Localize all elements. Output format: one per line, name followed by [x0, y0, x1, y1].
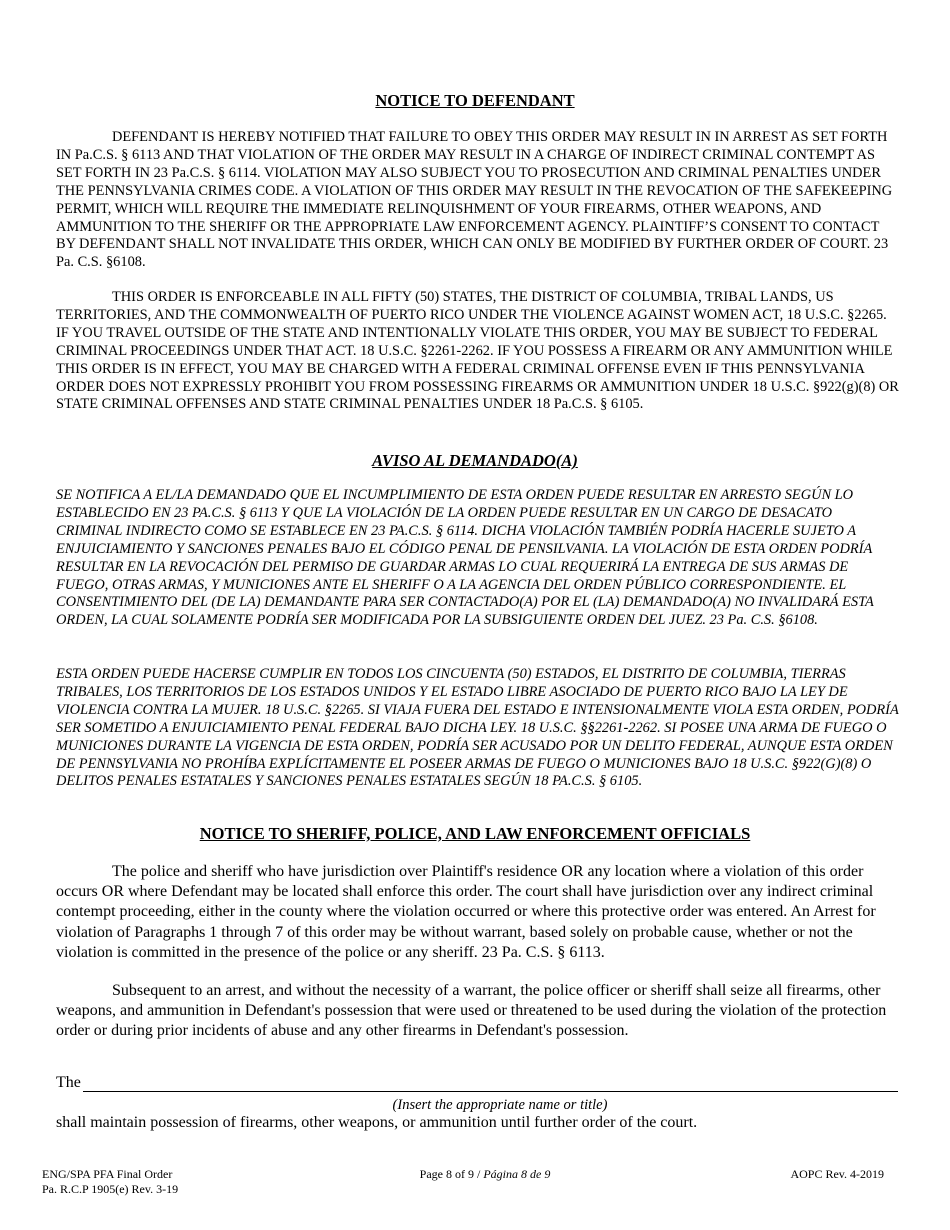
notice-to-officials-heading: NOTICE TO SHERIFF, POLICE, AND LAW ENFORCEMENT OFFICIALS	[199, 824, 751, 843]
notice-to-officials-paragraph-2: Subsequent to an arrest, and without the necessity of a warrant, the police officer or sheriff shall seize all firearms, other weapons, and ammunition in Defendant's possession that were used or threatened to be used during the violation of the protection order or during prior incidents of abuse and any other firearms in Defendant's possession.	[56, 982, 887, 1040]
footer-rule-ref: Pa. R.C.P 1905(e) Rev. 3-19	[42, 1182, 179, 1196]
footer-page-spanish: Página 8 de 9	[483, 1167, 551, 1181]
footer-page-english: Page 8 of 9 /	[419, 1167, 484, 1181]
notice-to-defendant-paragraph-1: DEFENDANT IS HEREBY NOTIFIED THAT FAILURE TO OBEY THIS ORDER MAY RESULT IN IN ARREST AS SET FORTH IN Pa.C.S. § 6113 AND THAT VIOLATION OF THE ORDER MAY RESULT IN A CHARGE OF INDIRECT CRIMINAL CONTEMPT AS SET FORTH IN 23 Pa.C.S. § 6114. VIOLATION MAY ALSO SUBJECT YOU TO PROSECUTION AND CRIMINAL PENALTIES UNDER THE PENNSYLVANIA CRIMES CODE. A VIOLATION OF THIS ORDER MAY RESULT IN THE REVOCATION OF THE SAFEKEEPING PERMIT, WHICH WILL REQUIRE THE IMMEDIATE RELINQUISHMENT OF YOUR FIREARMS, OTHER WEAPONS, AND AMMUNITION TO THE SHERIFF OR THE APPROPRIATE LAW ENFORCEMENT AGENCY. PLAINTIFF’S CONSENT TO CONTACT BY DEFENDANT SHALL NOT INVALIDATE THIS ORDER, WHICH CAN ONLY BE MODIFIED BY FURTHER ORDER OF COURT. 23 Pa. C.S. §6108.	[56, 129, 893, 271]
signature-prefix: The	[56, 1074, 81, 1091]
footer-revision: AOPC Rev. 4-2019	[790, 1167, 884, 1181]
notice-to-officials-paragraph-1: The police and sheriff who have jurisdiction over Plaintiff's residence OR any location where a violation of this order occurs OR where Defendant may be located shall enforce this order. The court shall have jurisdiction over any indirect criminal contempt proceeding, either in the county where the violation occurred or where this protective order was entered. An Arrest for violation of Paragraphs 1 through 7 of this order may be without warrant, based solely on probable cause, whether or not the violation is committed in the presence of the police or any sheriff. 23 Pa. C.S. § 6113.	[56, 863, 876, 961]
footer-form-name: ENG/SPA PFA Final Order	[42, 1167, 173, 1181]
name-or-title-blank[interactable]	[83, 1074, 898, 1092]
notice-to-defendant-heading: NOTICE TO DEFENDANT	[375, 91, 575, 110]
signature-caption: (Insert the appropriate name or title)	[392, 1097, 608, 1113]
signature-line	[56, 1074, 898, 1092]
signature-final-line: shall maintain possession of firearms, other weapons, or ammunition until further order of the court.	[56, 1114, 698, 1131]
notice-to-defendant-paragraph-2: THIS ORDER IS ENFORCEABLE IN ALL FIFTY (50) STATES, THE DISTRICT OF COLUMBIA, TRIBAL LANDS, US TERRITORIES, AND THE COMMONWEALTH OF PUERTO RICO UNDER THE VIOLENCE AGAINST WOMEN ACT, 18 U.S.C. §2265. IF YOU TRAVEL OUTSIDE OF THE STATE AND INTENTIONALLY VIOLATE THIS ORDER, YOU MAY BE SUBJECT TO FEDERAL CRIMINAL PROCEEDINGS UNDER THAT ACT. 18 U.S.C. §2261-2262. IF YOU POSSESS A FIREARM OR ANY AMMUNITION WHILE THIS ORDER IS IN EFFECT, YOU MAY BE CHARGED WITH A FEDERAL CRIMINAL OFFENSE EVEN IF THIS PENNSYLVANIA ORDER DOES NOT EXPRESSLY PROHIBIT YOU FROM POSSESSING FIREARMS OR AMMUNITION UNDER 18 U.S.C. §922(g)(8) OR STATE CRIMINAL OFFENSES AND STATE CRIMINAL PENALTIES UNDER 18 Pa.C.S. § 6105.	[56, 289, 899, 413]
aviso-paragraph-2: ESTA ORDEN PUEDE HACERSE CUMPLIR EN TODOS LOS CINCUENTA (50) ESTADOS, EL DISTRITO DE COLUMBIA, TIERRAS TRIBALES, LOS TERRITORIOS DE LOS ESTADOS UNIDOS Y EL ESTADO LIBRE ASOCIADO DE PUERTO RICO BAJO LA LEY DE VIOLENCIA CONTRA LA MUJER. 18 U.S.C. §2265. SI VIAJA FUERA DEL ESTADO E INTENSIONALMENTE VIOLA ESTA ORDEN, PODRÍA SER SOMETIDO A ENJUICIAMIENTO PENAL FEDERAL BAJO DICHA LEY. 18 U.S.C. §§2261-2262. SI POSEE UNA ARMA DE FUEGO O MUNICIONES DURANTE LA VIGENCIA DE ESTA ORDEN, PODRÍA SER ACUSADO POR UN DELITO FEDERAL, AUNQUE ESTA ORDEN DE PENNSYLVANIA NO PROHÍBA EXPLÍCITAMENTE EL POSEER ARMAS DE FUEGO O MUNICIONES BAJO 18 U.S.C. §922(G)(8) O DELITOS PENALES ESTATALES Y SANCIONES PENALES ESTATALES SEGÚN 18 PA.C.S. § 6105.	[56, 666, 899, 790]
aviso-paragraph-1: SE NOTIFICA A EL/LA DEMANDADO QUE EL INCUMPLIMIENTO DE ESTA ORDEN PUEDE RESULTAR EN ARRESTO SEGÚN LO ESTABLECIDO EN 23 PA.C.S. § 6113 Y QUE LA VIOLACIÓN DE LA ORDEN PUEDE RESULTAR EN UN CARGO DE DESACATO CRIMINAL INDIRECTO COMO SE ESTABLECE EN 23 PA.C.S. § 6114. DICHA VIOLACIÓN TAMBIÉN PODRÍA HACERLE SUJETO A ENJUICIAMIENTO Y SANCIONES PENALES BAJO EL CÓDIGO PENAL DE PENSILVANIA. LA VIOLACIÓN DE ESTA ORDEN PODRÍA RESULTAR EN LA REVOCACIÓN DEL PERMISO DE GUARDAR ARMAS LO CUAL REQUERIRÁ LA ENTREGA DE SUS ARMAS DE FUEGO, OTRAS ARMAS, Y MUNICIONES ANTE EL SHERIFF O A LA AGENCIA DEL ORDEN PÚBLICO CORRESPONDIENTE. EL CONSENTIMIENTO DEL (DE LA) DEMANDANTE PARA SER CONTACTADO(A) POR EL (LA) DEMANDADO(A) NO INVALIDARÁ ESTA ORDEN, LA CUAL SOLAMENTE PODRÍA SER MODIFICADA POR LA SUBSIGUIENTE ORDEN DEL JUEZ. 23 Pa. C.S. §6108.	[56, 487, 874, 629]
aviso-heading: AVISO AL DEMANDADO(A)	[372, 451, 578, 470]
